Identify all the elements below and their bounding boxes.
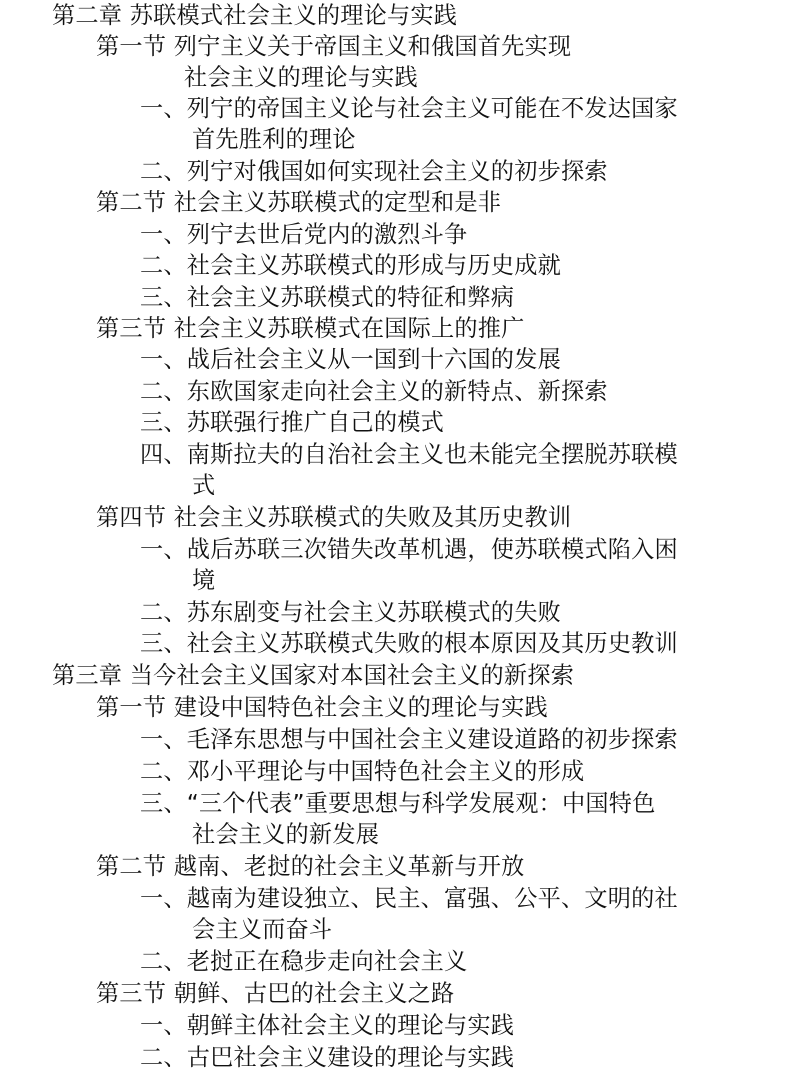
section-heading: 第四节 社会主义苏联模式的失败及其历史教训 — [96, 504, 572, 531]
subsection-item: 三、“三个代表”重要思想与科学发展观：中国特色 — [140, 790, 656, 817]
subsection-item-continuation: 社会主义的新发展 — [192, 821, 380, 848]
subsection-item: 一、毛泽东思想与中国社会主义建设道路的初步探索 — [140, 726, 678, 753]
subsection-item: 四、南斯拉夫的自治社会主义也未能完全摆脱苏联模 — [140, 441, 678, 468]
subsection-item: 一、越南为建设独立、民主、富强、公平、文明的社 — [140, 885, 678, 912]
chapter-heading: 第二章 苏联模式社会主义的理论与实践 — [52, 2, 458, 29]
chapter-heading: 第三章 当今社会主义国家对本国社会主义的新探索 — [52, 662, 575, 689]
subsection-item: 一、战后苏联三次错失改革机遇，使苏联模式陷入困 — [140, 536, 678, 563]
subsection-item: 二、古巴社会主义建设的理论与实践 — [140, 1044, 515, 1071]
subsection-item-continuation: 式 — [192, 472, 216, 499]
subsection-item: 二、列宁对俄国如何实现社会主义的初步探索 — [140, 158, 608, 185]
subsection-item-continuation: 境 — [192, 567, 216, 594]
section-heading: 第一节 建设中国特色社会主义的理论与实践 — [96, 694, 548, 721]
section-heading: 第二节 越南、老挝的社会主义革新与开放 — [96, 853, 525, 880]
section-heading: 第一节 列宁主义关于帝国主义和俄国首先实现 — [96, 33, 572, 60]
section-heading: 第二节 社会主义苏联模式的定型和是非 — [96, 189, 502, 216]
section-heading-continuation: 社会主义的理论与实践 — [184, 64, 418, 91]
subsection-item: 二、东欧国家走向社会主义的新特点、新探索 — [140, 378, 608, 405]
subsection-item: 一、列宁去世后党内的激烈斗争 — [140, 221, 468, 248]
subsection-item: 三、社会主义苏联模式失败的根本原因及其历史教训 — [140, 630, 678, 657]
subsection-item-continuation: 首先胜利的理论 — [192, 126, 356, 153]
section-heading: 第三节 朝鲜、古巴的社会主义之路 — [96, 980, 455, 1007]
subsection-item: 一、列宁的帝国主义论与社会主义可能在不发达国家 — [140, 95, 678, 122]
subsection-item: 二、邓小平理论与中国特色社会主义的形成 — [140, 758, 585, 785]
section-heading: 第三节 社会主义苏联模式在国际上的推广 — [96, 315, 525, 342]
subsection-item: 三、苏联强行推广自己的模式 — [140, 409, 445, 436]
subsection-item-continuation: 会主义而奋斗 — [192, 916, 333, 943]
subsection-item: 二、老挝正在稳步走向社会主义 — [140, 948, 468, 975]
subsection-item: 一、朝鲜主体社会主义的理论与实践 — [140, 1012, 515, 1039]
subsection-item: 一、战后社会主义从一国到十六国的发展 — [140, 346, 561, 373]
subsection-item: 三、社会主义苏联模式的特征和弊病 — [140, 284, 515, 311]
subsection-item: 二、苏东剧变与社会主义苏联模式的失败 — [140, 599, 561, 626]
subsection-item: 二、社会主义苏联模式的形成与历史成就 — [140, 252, 561, 279]
